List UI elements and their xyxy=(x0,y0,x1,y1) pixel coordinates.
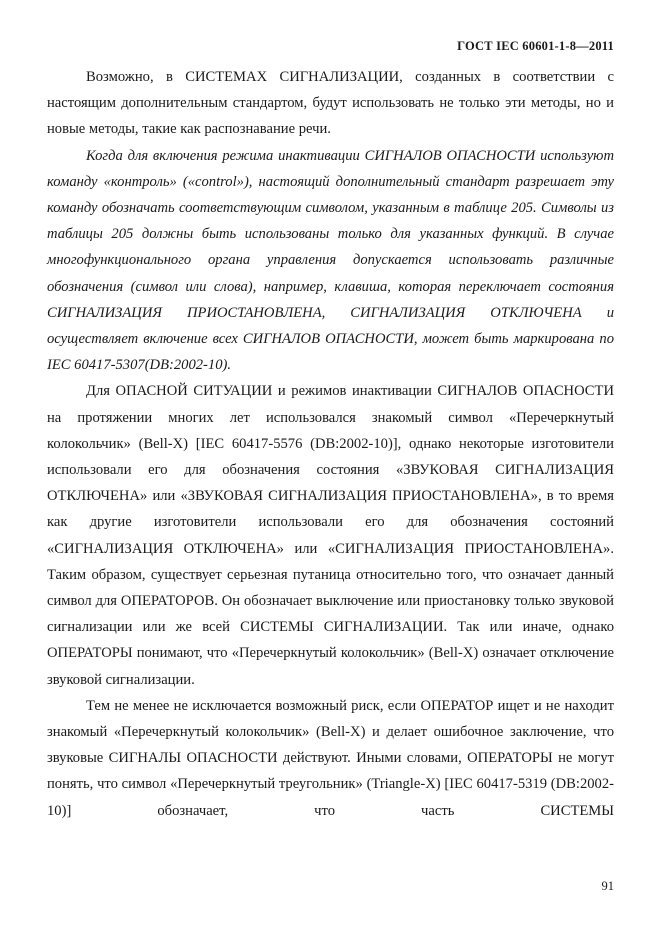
document-header: ГОСТ IEC 60601-1-8—2011 xyxy=(457,39,614,53)
paragraph-control-command-note: Когда для включения режима инактивации СИГНАЛОВ ОПАСНОСТИ используют команду «контроль» («control»), настоящий дополнительный стандарт разрешает эту команду обозначать соответствующим символом, указанным в таблице 205. Символы из таблицы 205 должны быть использованы только для указанных функций. В случае многофункционального органа управления допускается использовать различные обозначения (символ или слова), например, клавиша, которая переключает состояния СИГНАЛИЗАЦИЯ ПРИОСТАНОВЛЕНА, СИГНАЛИЗАЦИЯ ОТКЛЮЧЕНА и осуществляет включение всех СИГНАЛОВ ОПАСНОСТИ, может быть маркирована по IEC 60417-5307(DB:2002-10). xyxy=(47,147,614,374)
document-body xyxy=(47,64,614,824)
paragraph-triangle-x-symbol: Тем не менее не исключается возможный риск, если ОПЕРАТОР ищет и не находит знакомый «Перечеркнутый колокольчик» (Bell-X) и делает ошибочное заключение, что звуковые СИГНАЛЫ ОПАСНОСТИ действуют. Иными словами, ОПЕРАТОРЫ не могут понять, что символ «Перечеркнутый треугольник» (Triangle-X) [IEC 60417-5319 (DB:2002-10)] обозначает, что часть СИСТЕМЫ xyxy=(47,697,614,819)
page-number: 91 xyxy=(601,879,614,893)
paragraph-speech-recognition: Возможно, в СИСТЕМАХ СИГНАЛИЗАЦИИ, созданных в соответствии с настоящим дополнительным стандартом, будут использовать не только эти методы, но и новые методы, такие как распознавание речи. xyxy=(47,69,614,138)
paragraph-bell-x-symbol: Для ОПАСНОЙ СИТУАЦИИ и режимов инактивации СИГНАЛОВ ОПАСНОСТИ на протяжении многих лет использовался знакомый символ «Перечеркнутый колокольчик» (Bell-X) [IEC 60417-5576 (DB:2002-10)], однако некоторые изготовители использовали его для обозначения состояния «ЗВУКОВАЯ СИГНАЛИЗАЦИЯ ОТКЛЮЧЕНА» или «ЗВУКОВАЯ СИГНАЛИЗАЦИЯ ПРИОСТАНОВЛЕНА», в то время как другие изготовители использовали его для обозначения состояний «СИГНАЛИЗАЦИЯ ОТКЛЮЧЕНА» или «СИГНАЛИЗАЦИЯ ПРИОСТАНОВЛЕНА». Таким образом, существует серьезная путаница относительно того, что означает данный символ для ОПЕРАТОРОВ. Он обозначает выключение или приостановку только звуковой сигнализации или же всей СИСТЕМЫ СИГНАЛИЗАЦИИ. Так или иначе, однако ОПЕРАТОРЫ понимают, что «Перечеркнутый колокольчик» (Bell-X) означает отключение звуковой сигнализации. xyxy=(47,383,614,688)
